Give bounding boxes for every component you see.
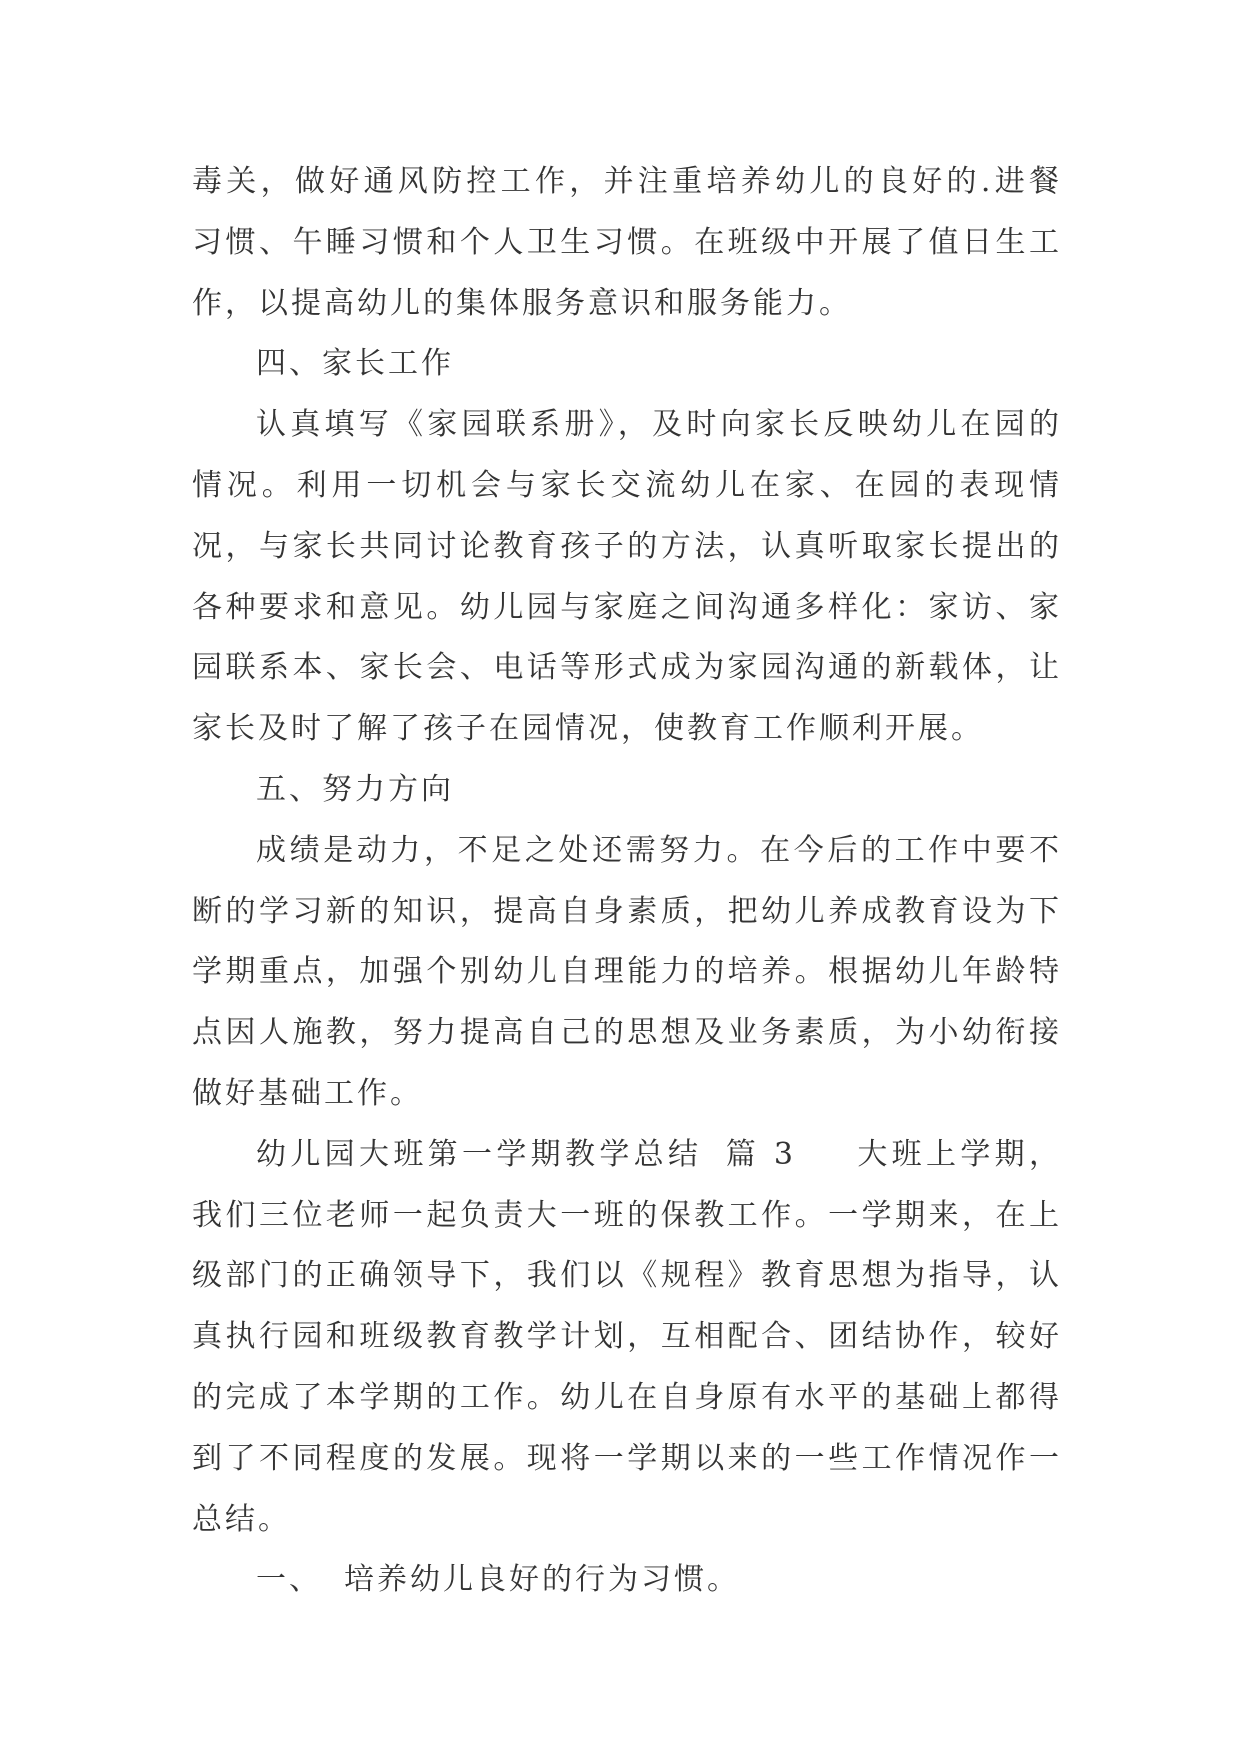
document-body	[192, 152, 1062, 1611]
article-text: 大班上学期，我们三位老师一起负责大一班的保教工作。一学期来，在上级部门的正确领导下，我们以《规程》教育思想为指导，认真执行园和班级教育教学计划，互相配合、团结协作，较好的完成了本学期的工作。幼儿在自身原有水平的基础上都得到了不同程度的发展。现将一学期以来的一些工作情况作一总结。	[192, 1136, 1063, 1537]
paragraph: 毒关，做好通风防控工作，并注重培养幼儿的良好的.进餐习惯、午睡习惯和个人卫生习惯。在班级中开展了值日生工作，以提高幼儿的集体服务意识和服务能力。	[192, 164, 1062, 321]
section-heading: 四、家长工作	[256, 346, 454, 382]
section-title: 培养幼儿良好的行为习惯。	[344, 1562, 740, 1598]
section-heading: 五、努力方向	[256, 771, 454, 807]
paragraph: 认真填写《家园联系册》，及时向家长反映幼儿在园的情况。利用一切机会与家长交流幼儿在家、在园的表现情况，与家长共同讨论教育孩子的方法，认真听取家长提出的各种要求和意见。幼儿园与家庭之间沟通多样化：家访、家园联系本、家长会、电话等形式成为家园沟通的新载体，让家长及时了解了孩子在园情况，使教育工作顺利开展。	[192, 407, 1062, 747]
section-heading	[192, 1550, 1062, 1611]
paragraph	[192, 1125, 1062, 1551]
section-number: 一、	[256, 1562, 322, 1598]
paragraph: 成绩是动力，不足之处还需努力。在今后的工作中要不断的学习新的知识，提高自身素质，把幼儿养成教育设为下学期重点，加强个别幼儿自理能力的培养。根据幼儿年龄特点因人施教，努力提高自己的思想及业务素质，为小幼衔接做好基础工作。	[192, 832, 1062, 1111]
article-title: 幼儿园大班第一学期教学总结	[256, 1136, 703, 1172]
article-part-label: 篇 3	[724, 1136, 796, 1172]
